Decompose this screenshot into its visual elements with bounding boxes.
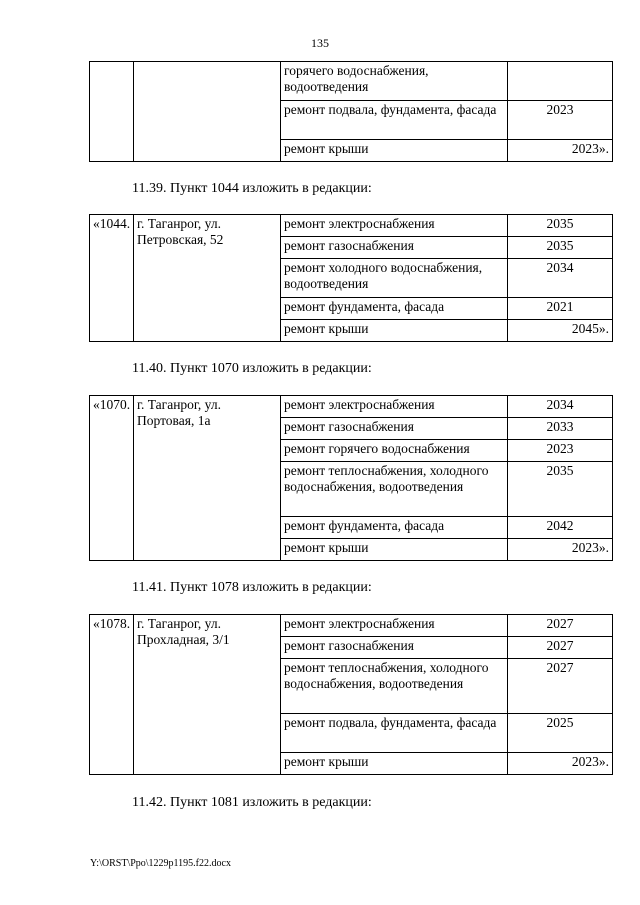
section-table bbox=[89, 614, 613, 775]
year-cell: 2034 bbox=[508, 396, 613, 418]
page-number: 135 bbox=[311, 36, 329, 50]
year-cell: 2027 bbox=[508, 659, 613, 714]
year-cell: 2023». bbox=[508, 753, 613, 775]
number-cell bbox=[90, 62, 134, 162]
work-cell: ремонт электроснабжения bbox=[281, 396, 508, 418]
work-cell: ремонт крыши bbox=[281, 320, 508, 342]
address-cell: г. Таганрог, ул. Петровская, 52 bbox=[134, 215, 281, 342]
work-cell: ремонт подвала, фундамента, фасада bbox=[281, 101, 508, 140]
item-number: «1070. bbox=[90, 396, 134, 561]
work-cell: ремонт газоснабжения bbox=[281, 418, 508, 440]
year-cell: 2027 bbox=[508, 615, 613, 637]
work-cell: ремонт газоснабжения bbox=[281, 237, 508, 259]
year-cell: 2042 bbox=[508, 517, 613, 539]
year-cell: 2023». bbox=[508, 140, 613, 162]
work-cell: ремонт крыши bbox=[281, 753, 508, 775]
work-cell: ремонт фундамента, фасада bbox=[281, 517, 508, 539]
section-heading: 11.41. Пункт 1078 изложить в редакции: bbox=[132, 580, 372, 595]
year-cell: 2021 bbox=[508, 298, 613, 320]
work-cell: ремонт крыши bbox=[281, 539, 508, 561]
year-cell: 2023». bbox=[508, 539, 613, 561]
year-cell: 2025 bbox=[508, 714, 613, 753]
year-cell bbox=[508, 62, 613, 101]
work-cell: ремонт электроснабжения bbox=[281, 615, 508, 637]
table-row bbox=[90, 215, 613, 237]
table-row bbox=[90, 62, 613, 101]
year-cell: 2034 bbox=[508, 259, 613, 298]
address-cell bbox=[134, 62, 281, 162]
year-cell: 2027 bbox=[508, 637, 613, 659]
continuation-table bbox=[89, 61, 613, 162]
address-cell: г. Таганрог, ул. Прохладная, 3/1 bbox=[134, 615, 281, 775]
year-cell: 2045». bbox=[508, 320, 613, 342]
work-cell: ремонт крыши bbox=[281, 140, 508, 162]
year-cell: 2035 bbox=[508, 237, 613, 259]
year-cell: 2023 bbox=[508, 101, 613, 140]
year-cell: 2035 bbox=[508, 215, 613, 237]
section-table bbox=[89, 395, 613, 561]
year-cell: 2033 bbox=[508, 418, 613, 440]
section-heading: 11.42. Пункт 1081 изложить в редакции: bbox=[132, 795, 372, 810]
work-cell: ремонт холодного водоснабжения, водоотведения bbox=[281, 259, 508, 298]
work-cell: ремонт газоснабжения bbox=[281, 637, 508, 659]
work-cell: ремонт теплоснабжения, холодного водоснабжения, водоотведения bbox=[281, 462, 508, 517]
year-cell: 2035 bbox=[508, 462, 613, 517]
table-row bbox=[90, 615, 613, 637]
work-cell: ремонт фундамента, фасада bbox=[281, 298, 508, 320]
item-number: «1044. bbox=[90, 215, 134, 342]
table-row bbox=[90, 396, 613, 418]
year-cell: 2023 bbox=[508, 440, 613, 462]
work-cell: горячего водоснабжения, водоотведения bbox=[281, 62, 508, 101]
work-cell: ремонт горячего водоснабжения bbox=[281, 440, 508, 462]
address-cell: г. Таганрог, ул. Портовая, 1а bbox=[134, 396, 281, 561]
footer-file-path: Y:\ORST\Ppo\1229p1195.f22.docx bbox=[90, 858, 231, 869]
work-cell: ремонт подвала, фундамента, фасада bbox=[281, 714, 508, 753]
item-number: «1078. bbox=[90, 615, 134, 775]
section-heading: 11.40. Пункт 1070 изложить в редакции: bbox=[132, 361, 372, 376]
work-cell: ремонт теплоснабжения, холодного водоснабжения, водоотведения bbox=[281, 659, 508, 714]
work-cell: ремонт электроснабжения bbox=[281, 215, 508, 237]
section-table bbox=[89, 214, 613, 342]
section-heading: 11.39. Пункт 1044 изложить в редакции: bbox=[132, 181, 372, 196]
